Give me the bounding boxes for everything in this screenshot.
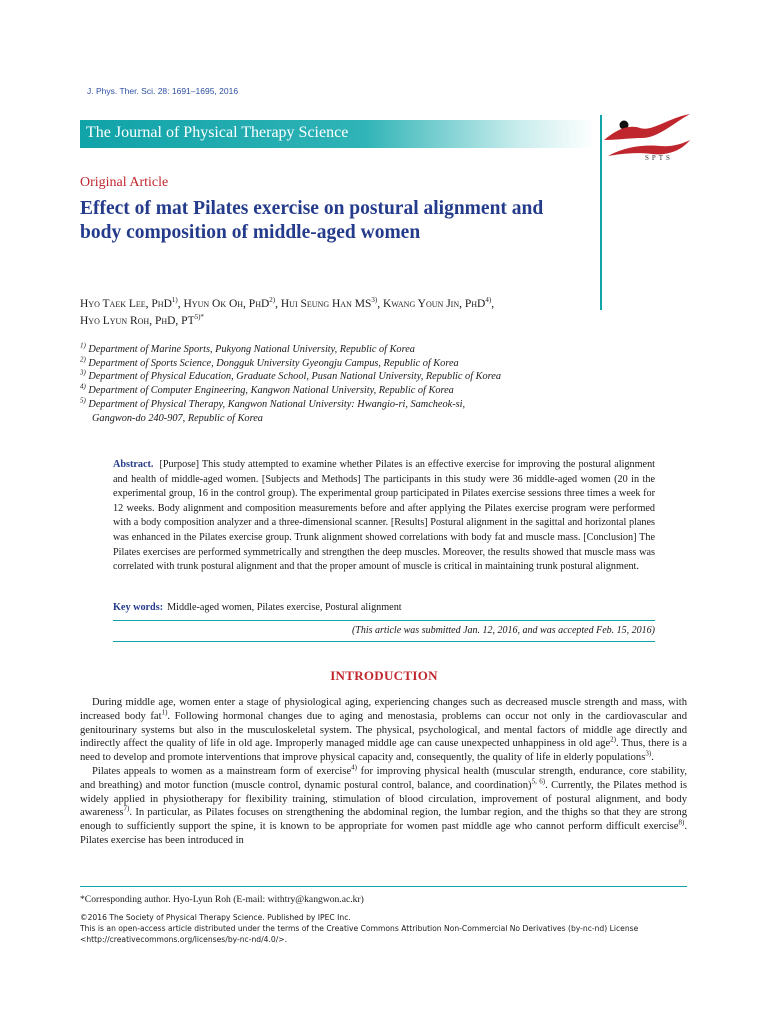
citation-ref: 2) xyxy=(610,735,616,744)
journal-banner xyxy=(80,120,595,148)
affiliation xyxy=(80,343,600,357)
citation-ref: 7) xyxy=(123,804,130,813)
text-run: . In particular, as Pilates focuses on strengthening the abdominal region, the lumbar region, and the thighs so that they are strong enough to sufficiently support the spine, it is known to be appropriate for women past middle age who cannot perform difficult exercise xyxy=(80,807,687,833)
author-name: Hyo Taek Lee, PhD xyxy=(80,298,172,310)
text-run: . Currently, the Pilates method is widely applied in physiotherapy for flexibility training, stimulation of blood circulation, improvement of postural alignment, and body awareness xyxy=(80,779,688,819)
citation-ref: 5, 6) xyxy=(531,777,546,786)
affil-num: 4) xyxy=(80,382,86,391)
keywords-rule xyxy=(113,620,655,621)
affiliations xyxy=(80,343,600,425)
author-list xyxy=(80,296,600,330)
affiliation xyxy=(80,398,600,412)
author-name: Kwang Youn Jin, PhD xyxy=(382,298,486,310)
paragraph xyxy=(80,765,687,848)
keywords-text: Middle-aged women, Pilates exercise, Postural alignment xyxy=(167,602,402,613)
introduction-body xyxy=(80,696,687,848)
affil-text: Department of Marine Sports, Pukyong National University, Republic of Korea xyxy=(88,344,415,355)
article-title: Effect of mat Pilates exercise on postural alignment and body composition of middle-aged women xyxy=(80,198,544,243)
text-run: During middle age, women enter a stage of physiological aging, experiencing changes such as decreased muscle strength and mass, with increased body fat xyxy=(80,697,687,722)
author xyxy=(80,315,204,327)
affiliation xyxy=(80,357,600,371)
affil-num: 1) xyxy=(80,341,86,350)
affil-text: Department of Computer Engineering, Kangwon National University, Republic of Korea xyxy=(88,385,454,397)
corresponding-author: *Corresponding author. Hyo-Lyun Roh (E-mail: withtry@kangwon.ac.kr) xyxy=(80,894,364,905)
journal-citation: J. Phys. Ther. Sci. 28: 1691–1695, 2016 xyxy=(87,86,239,96)
keywords-label: Key words: xyxy=(113,602,164,613)
footer xyxy=(80,894,687,945)
author xyxy=(184,298,281,310)
author-affil: 1) xyxy=(171,296,178,305)
abstract xyxy=(113,458,655,575)
text-run: . xyxy=(651,752,654,764)
author-name: Hui Seung Han MS xyxy=(280,298,372,310)
author-affil: 3) xyxy=(371,296,378,305)
citation-ref: 1) xyxy=(161,708,168,717)
affiliation xyxy=(80,384,600,398)
citation-ref: 8) xyxy=(678,818,685,827)
journal-name: The Journal of Physical Therapy Science xyxy=(86,124,349,141)
text-run: Pilates appeals to women as a mainstream form of exercise xyxy=(92,765,352,777)
text-run: . Thus, there is a need to develop and promote interventions that improve physical capacity and, consequently, the quality of life in elderly populations xyxy=(80,738,687,764)
citation-ref: 4) xyxy=(351,763,358,772)
submission-rule xyxy=(113,641,655,642)
text-run: for improving physical health (muscular strength, endurance, core stability, and breathing) and motor function (muscle control, dynamic postural control, balance, and coordination) xyxy=(80,765,687,791)
affil-num: 3) xyxy=(80,368,86,377)
footer-rule xyxy=(80,886,687,887)
author xyxy=(80,298,184,310)
submission-dates: (This article was submitted Jan. 12, 2016, and was accepted Feb. 15, 2016) xyxy=(351,625,655,636)
author-sep: , xyxy=(377,298,383,310)
affil-text: Department of Physical Education, Graduate School, Pusan National University, Republic of Korea xyxy=(88,371,502,383)
article-type: Original Article xyxy=(80,175,169,190)
affil-text: Department of Physical Therapy, Kangwon National University: Hwangio-ri, Samcheok-si, xyxy=(88,398,466,410)
license-notice: This is an open-access article distributed under the terms of the Creative Commons Attribution Non-Commercial No Derivatives (by-nc-nd) License <http://creativecommons.org/licenses/by-nc-nd/4.0/>. xyxy=(80,923,639,944)
author-name: Hyo Lyun Roh, PhD, PT xyxy=(80,315,195,327)
section-heading-introduction: INTRODUCTION xyxy=(330,668,438,683)
abstract-label: Abstract. xyxy=(113,459,154,470)
affiliation-continued: Gangwon-do 240-907, Republic of Korea xyxy=(92,412,263,424)
author-affil: 5)* xyxy=(194,313,204,322)
keywords xyxy=(113,602,655,613)
copyright-notice: ©2016 The Society of Physical Therapy Science. Published by IPEC Inc. xyxy=(80,912,351,922)
paragraph xyxy=(80,696,687,765)
affiliation xyxy=(80,370,600,384)
author xyxy=(281,298,383,310)
citation-ref: 3) xyxy=(645,749,652,758)
logo-text: SPTS xyxy=(645,154,673,162)
affil-num: 5) xyxy=(80,396,86,405)
affil-text: Department of Sports Science, Dongguk University Gyeongju Campus, Republic of Korea xyxy=(88,357,459,369)
author-sep: , xyxy=(275,298,281,310)
author-sep: , xyxy=(177,298,184,310)
author-name: Hyun Ok Oh, PhD xyxy=(183,298,270,310)
author-affil: 4) xyxy=(485,296,492,305)
text-run: . Following hormonal changes due to aging and menostasia, problems can occur not only in the cardiovascular and genitourinary systems but also in the musculoskeletal system. The physical, psychological, and mental factors of middle age directly and indirectly affect the quality of life in old age. Improperly managed middle age can cause unexpected unhappiness in old age xyxy=(80,710,687,750)
author-sep: , xyxy=(491,298,495,310)
affil-num: 2) xyxy=(80,355,86,364)
author-affil: 2) xyxy=(269,296,276,305)
author xyxy=(383,298,494,310)
abstract-text: [Purpose] This study attempted to examine whether Pilates is an effective exercise for improving the postural alignment and health of middle-aged women. [Subjects and Methods] The participants in this study were 36 middle-aged women (20 in the experimental group, 16 in the control group). The experimental group participated in Pilates exercise sessions three times a week for 12 weeks. Body alignment and composition measurements before and after applying the Pilates exercise program were performed with a body composition analyzer and a three-dimensional scanner. [Results] Postural alignment in the sagittal and horizontal planes was enhanced in the Pilates exercise group. Trunk alignment showed correlations with body fat and muscle mass. [Conclusion] The Pilates exercises are performed symmetrically and strengthen the deep muscles. Moreover, the results showed that muscle mass was correlated with trunk postural alignment and that the proper amount of muscle is critical in maintaining trunk postural alignment. xyxy=(113,459,655,573)
text-run: . Pilates exercise has been introduced in xyxy=(80,821,687,846)
